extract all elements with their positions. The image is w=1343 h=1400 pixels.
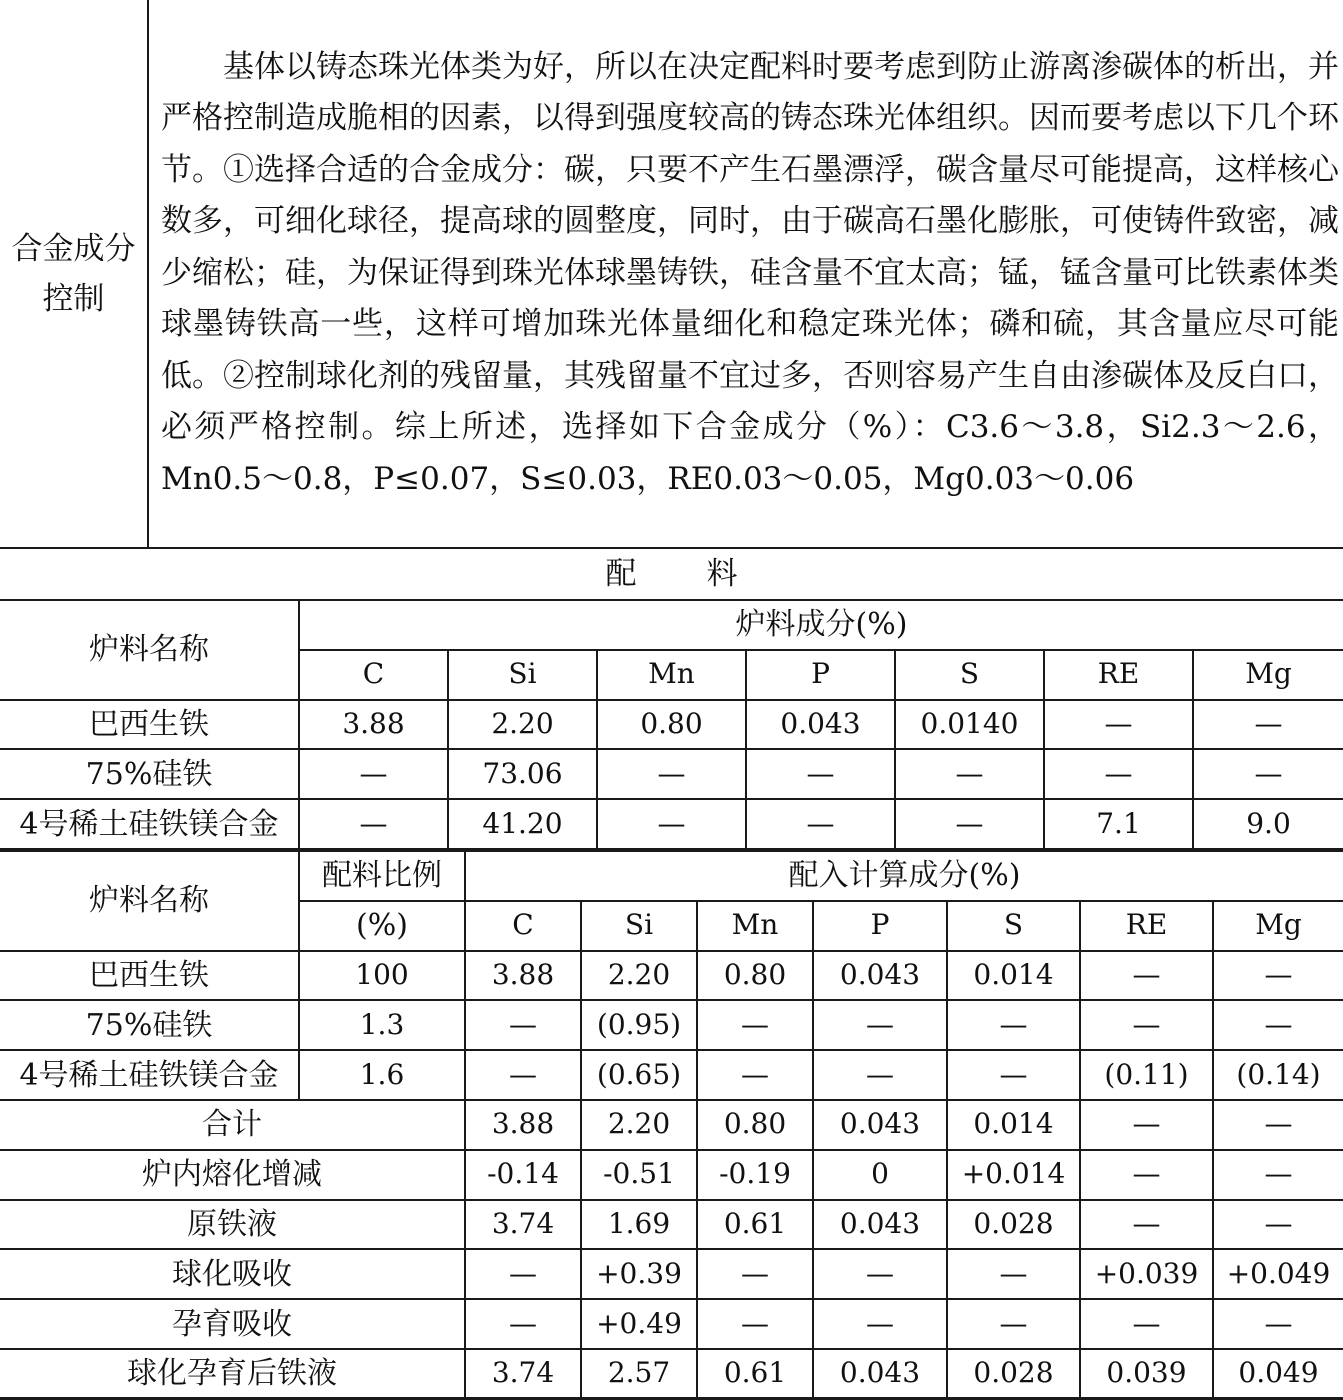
calc-group-header: 配入计算成分(%) <box>465 851 1343 901</box>
value-cell: — <box>299 799 448 849</box>
value-cell: — <box>697 1000 813 1050</box>
charge-col-header: Mn <box>597 650 746 700</box>
charge-col-header: Mg <box>1193 650 1343 700</box>
alloy-composition-text: 基体以铸态珠光体类为好，所以在决定配料时要考虑到防止游离渗碳体的析出，并严格控制造成脆相的因素，以得到强度较高的铸态珠光体组织。因而要考虑以下几个环节。①选择合适的合金成分：碳，只要不产生石墨漂浮，碳含量尽可能提高，这样核心数多，可细化球径，提高球的圆整度，同时，由于碳高石墨化膨胀，可使铸件致密，减少缩松；硅，为保证得到珠光体球墨铸铁，硅含量不宜太高；锰，锰含量可比铁素体类球墨铸铁高一些，这样可增加珠光体量细化和稳定珠光体；磷和硫，其含量应尽可能低。②控制球化剂的残留量，其残留量不宜过多，否则容易产生自由渗碳体及反白口，必须严格控制。综上所述，选择如下合金成分（%）：C3.6～3.8，Si2.3～2.6，Mn0.5～0.8，P≤0.07，S≤0.03，RE0.03～0.05，Mg0.03～0.06 <box>161 48 1339 497</box>
value-cell: +0.014 <box>947 1150 1080 1200</box>
summary-name-cell: 球化孕育后铁液 <box>0 1349 465 1399</box>
summary-name-cell: 合计 <box>0 1100 465 1150</box>
value-cell: 3.88 <box>465 1100 581 1150</box>
charge-name-header: 炉料名称 <box>0 600 299 700</box>
summary-row <box>0 1349 1343 1399</box>
table-row <box>0 700 1343 750</box>
table-row <box>0 1050 1343 1100</box>
calc-col-header: RE <box>1080 901 1213 951</box>
summary-name-cell: 孕育吸收 <box>0 1299 465 1349</box>
value-cell: — <box>1213 1100 1343 1150</box>
value-cell: 0.028 <box>947 1200 1080 1250</box>
value-cell: — <box>299 749 448 799</box>
value-cell: 0.80 <box>597 700 746 750</box>
charge-col-header: P <box>746 650 895 700</box>
summary-row <box>0 1200 1343 1250</box>
value-cell: +0.049 <box>1213 1249 1343 1299</box>
calc-col-header: P <box>813 901 947 951</box>
value-cell: — <box>813 1249 947 1299</box>
calc-header-row <box>0 851 1343 901</box>
charge-name-cell: 巴西生铁 <box>0 700 299 750</box>
value-cell: — <box>746 799 895 849</box>
value-cell: — <box>895 749 1044 799</box>
alloy-composition-description <box>148 0 1343 548</box>
value-cell: — <box>1213 1000 1343 1050</box>
value-cell: 0.043 <box>813 1200 947 1250</box>
value-cell: 0.028 <box>947 1349 1080 1399</box>
alloy-composition-label: 合金成分控制 <box>0 0 148 548</box>
value-cell: (0.14) <box>1213 1050 1343 1100</box>
value-cell: 2.57 <box>581 1349 697 1399</box>
value-cell: — <box>1080 1200 1213 1250</box>
charge-col-header: RE <box>1044 650 1193 700</box>
value-cell: — <box>697 1299 813 1349</box>
charge-col-header: S <box>895 650 1044 700</box>
value-cell: 0.61 <box>697 1349 813 1399</box>
value-cell: — <box>597 749 746 799</box>
calc-name-cell: 巴西生铁 <box>0 951 299 1001</box>
table-row <box>0 951 1343 1001</box>
charge-name-cell: 4号稀土硅铁镁合金 <box>0 799 299 849</box>
value-cell: — <box>697 1249 813 1299</box>
calc-name-cell: 75%硅铁 <box>0 1000 299 1050</box>
caption-right: 料 <box>706 556 738 592</box>
value-cell: — <box>947 1299 1080 1349</box>
value-cell: 0.014 <box>947 1100 1080 1150</box>
summary-name-cell: 炉内熔化增减 <box>0 1150 465 1200</box>
value-cell: 0.043 <box>813 1349 947 1399</box>
summary-row <box>0 1299 1343 1349</box>
value-cell: 0.043 <box>746 700 895 750</box>
value-cell: — <box>1044 749 1193 799</box>
value-cell: +0.39 <box>581 1249 697 1299</box>
ratio-cell: 1.6 <box>299 1050 465 1100</box>
value-cell: — <box>1080 1150 1213 1200</box>
value-cell: 0.043 <box>813 951 947 1001</box>
ratio-cell: 1.3 <box>299 1000 465 1050</box>
value-cell: 0 <box>813 1150 947 1200</box>
value-cell: — <box>947 1249 1080 1299</box>
value-cell: — <box>813 1050 947 1100</box>
charge-col-header: C <box>299 650 448 700</box>
value-cell: +0.49 <box>581 1299 697 1349</box>
ratio-cell: 100 <box>299 951 465 1001</box>
value-cell: 0.0140 <box>895 700 1044 750</box>
value-cell: 3.88 <box>465 951 581 1001</box>
value-cell: — <box>1080 1000 1213 1050</box>
value-cell: — <box>1213 951 1343 1001</box>
value-cell: — <box>465 1000 581 1050</box>
calc-ratio-unit: (%) <box>299 901 465 951</box>
value-cell: 0.80 <box>697 1100 813 1150</box>
alloy-composition-row <box>0 0 1343 548</box>
value-cell: — <box>813 1299 947 1349</box>
value-cell: — <box>465 1050 581 1100</box>
value-cell: — <box>1213 1200 1343 1250</box>
calc-col-header: S <box>947 901 1080 951</box>
calc-col-header: Mg <box>1213 901 1343 951</box>
summary-row <box>0 1249 1343 1299</box>
value-cell: 3.74 <box>465 1349 581 1399</box>
calculated-composition-table <box>0 850 1343 1400</box>
value-cell: (0.65) <box>581 1050 697 1100</box>
value-cell: +0.039 <box>1080 1249 1213 1299</box>
value-cell: 0.014 <box>947 951 1080 1001</box>
summary-row <box>0 1100 1343 1150</box>
calc-col-header: C <box>465 901 581 951</box>
calc-col-header: Si <box>581 901 697 951</box>
section-caption <box>0 549 1343 599</box>
value-cell: 0.80 <box>697 951 813 1001</box>
value-cell: 3.74 <box>465 1200 581 1250</box>
table-row <box>0 749 1343 799</box>
value-cell: 41.20 <box>448 799 597 849</box>
value-cell: 7.1 <box>1044 799 1193 849</box>
value-cell: — <box>1213 1299 1343 1349</box>
calc-ratio-header: 配料比例 <box>299 851 465 901</box>
value-cell: — <box>697 1050 813 1100</box>
table-row <box>0 1000 1343 1050</box>
value-cell: — <box>813 1000 947 1050</box>
value-cell: — <box>1193 700 1343 750</box>
charge-col-header: Si <box>448 650 597 700</box>
value-cell: — <box>465 1299 581 1349</box>
charge-group-header: 炉料成分(%) <box>299 600 1343 650</box>
value-cell: (0.11) <box>1080 1050 1213 1100</box>
charge-name-cell: 75%硅铁 <box>0 749 299 799</box>
summary-name-cell: 原铁液 <box>0 1200 465 1250</box>
charge-header-row <box>0 600 1343 650</box>
calc-name-header: 炉料名称 <box>0 851 299 951</box>
value-cell: — <box>1080 1299 1213 1349</box>
caption-left: 配 <box>605 556 637 592</box>
value-cell: — <box>465 1249 581 1299</box>
value-cell: — <box>1213 1150 1343 1200</box>
value-cell: 2.20 <box>581 951 697 1001</box>
charge-composition-table <box>0 599 1343 850</box>
value-cell: 0.043 <box>813 1100 947 1150</box>
table-row <box>0 799 1343 849</box>
value-cell: 0.039 <box>1080 1349 1213 1399</box>
value-cell: — <box>947 1050 1080 1100</box>
value-cell: 2.20 <box>448 700 597 750</box>
value-cell: — <box>1193 749 1343 799</box>
calc-col-header: Mn <box>697 901 813 951</box>
value-cell: (0.95) <box>581 1000 697 1050</box>
summary-name-cell: 球化吸收 <box>0 1249 465 1299</box>
value-cell: 2.20 <box>581 1100 697 1150</box>
value-cell: — <box>1044 700 1193 750</box>
value-cell: -0.19 <box>697 1150 813 1200</box>
value-cell: -0.14 <box>465 1150 581 1200</box>
value-cell: 1.69 <box>581 1200 697 1250</box>
value-cell: — <box>895 799 1044 849</box>
summary-row <box>0 1150 1343 1200</box>
value-cell: 0.049 <box>1213 1349 1343 1399</box>
value-cell: 9.0 <box>1193 799 1343 849</box>
value-cell: — <box>1080 1100 1213 1150</box>
value-cell: — <box>746 749 895 799</box>
value-cell: — <box>1080 951 1213 1001</box>
value-cell: 73.06 <box>448 749 597 799</box>
value-cell: 0.61 <box>697 1200 813 1250</box>
alloy-composition-table <box>0 0 1343 549</box>
value-cell: — <box>597 799 746 849</box>
value-cell: -0.51 <box>581 1150 697 1200</box>
calc-name-cell: 4号稀土硅铁镁合金 <box>0 1050 299 1100</box>
value-cell: 3.88 <box>299 700 448 750</box>
value-cell: — <box>947 1000 1080 1050</box>
